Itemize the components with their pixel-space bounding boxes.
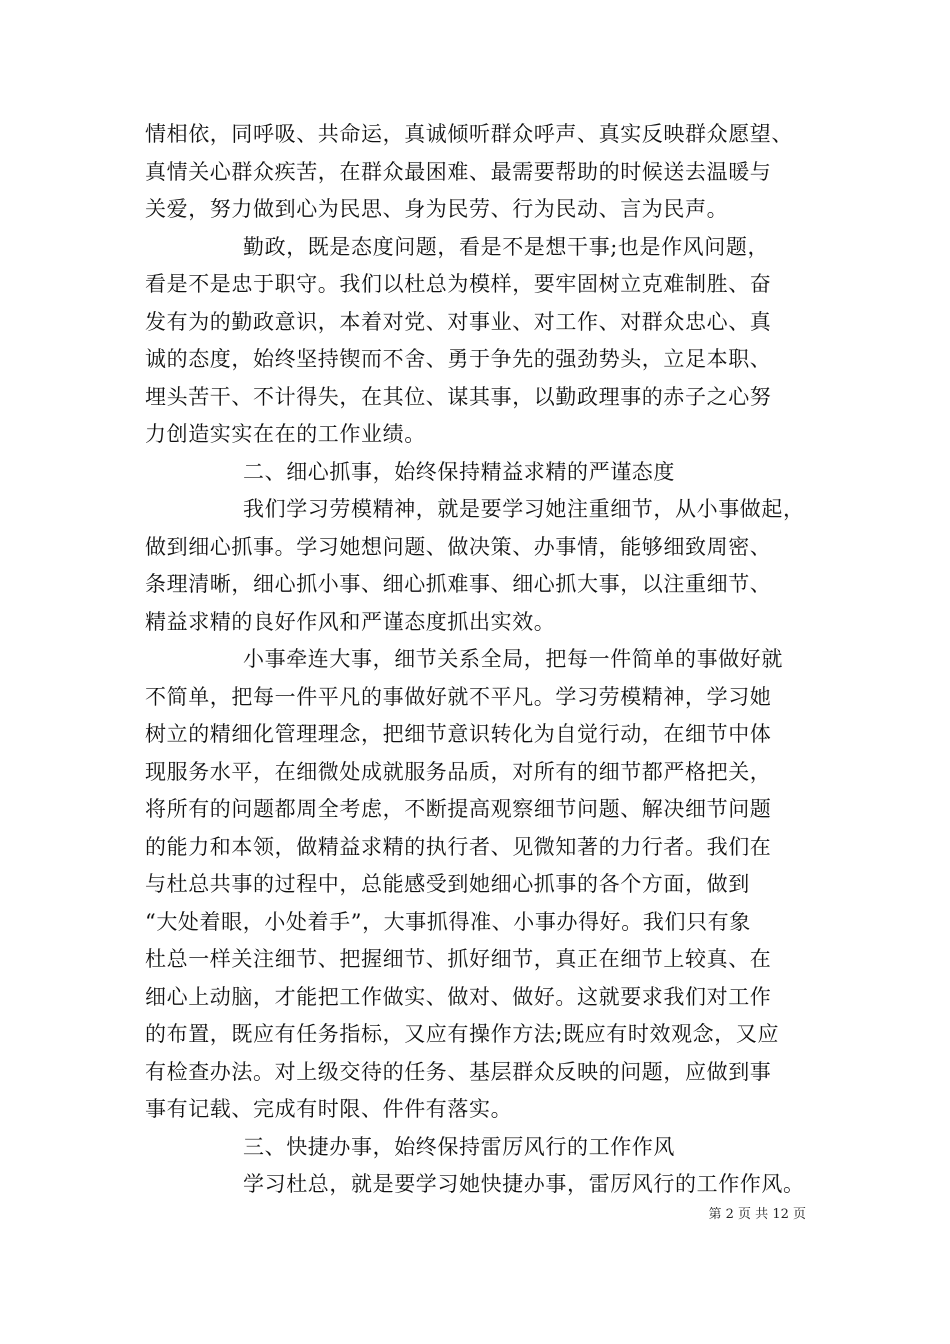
text-line: 现服务水平，在细微处成就服务品质，对所有的细节都严格把关，: [145, 759, 772, 784]
text-line: 条理清晰，细心抓小事、细心抓难事、细心抓大事，以注重细节、: [145, 572, 772, 596]
text-line: 关爱，努力做到心为民思、身为民劳、行为民动、言为民声。: [145, 197, 729, 221]
text-line: “大处着眼，小处着手”，大事抓得准、小事办得好。我们只有象: [145, 909, 751, 934]
text-line: 做到细心抓事。学习她想问题、做决策、办事情，能够细致周密、: [145, 534, 772, 559]
section-heading: [145, 454, 833, 492]
text-line: 埋头苦干、不计得失，在其位、谋其事，以勤政理事的赤子之心努: [145, 384, 772, 409]
text-line: 情相依，同呼吸、共命运，真诚倾听群众呼声、真实反映群众愿望、: [145, 122, 793, 146]
paragraph: [145, 1166, 833, 1204]
text-line: 诚的态度，始终坚持锲而不舍、勇于争先的强劲势头，立足本职、: [145, 347, 772, 371]
text-line: 学习杜总，就是要学习她快捷办事，雷厉风行的工作作风。: [243, 1172, 805, 1196]
text-line: 勤政，既是态度问题，看是不是想干事;也是作风问题，: [243, 234, 770, 259]
section-heading: [145, 1129, 833, 1167]
section-heading-text: 三、快捷办事，始终保持雷厉风行的工作作风: [243, 1134, 675, 1159]
text-line: 事有记载、完成有时限、件件有落实。: [145, 1097, 513, 1121]
paragraph: [145, 641, 833, 1129]
text-line: 杜总一样关注细节、把握细节、抓好细节，真正在细节上较真、在: [145, 947, 772, 971]
text-line: 看是不是忠于职守。我们以杜总为模样，要牢固树立克难制胜、奋: [145, 272, 772, 296]
text-line: 细心上动脑，才能把工作做实、做对、做好。这就要求我们对工作: [145, 984, 772, 1009]
paragraph: [145, 116, 833, 229]
text-line: 将所有的问题都周全考虑，不断提高观察细节问题、解决细节问题: [145, 797, 772, 821]
text-line: 树立的精细化管理理念，把细节意识转化为自觉行动，在细节中体: [145, 722, 772, 746]
text-line: 不简单，把每一件平凡的事做好就不平凡。学习劳模精神，学习她: [145, 684, 772, 709]
section-heading-text: 二、细心抓事，始终保持精益求精的严谨态度: [243, 459, 675, 484]
text-line: 的布置，既应有任务指标，又应有操作方法;既应有时效观念，又应: [145, 1022, 780, 1046]
text-line: 小事牵连大事，细节关系全局，把每一件简单的事做好就: [243, 647, 783, 671]
text-line: 与杜总共事的过程中，总能感受到她细心抓事的各个方面，做到: [145, 872, 750, 896]
text-line: 的能力和本领，做精益求精的执行者、见微知著的力行者。我们在: [145, 834, 772, 859]
text-line: 力创造实实在在的工作业绩。: [145, 422, 426, 446]
text-line: 真情关心群众疾苦，在群众最困难、最需要帮助的时候送去温暖与: [145, 159, 772, 184]
page-number-footer: 第 2 页 共 12 页: [708, 1207, 806, 1222]
paragraph: [145, 491, 833, 641]
paragraph: [145, 229, 833, 454]
document-body: [145, 116, 833, 1204]
text-line: 有检查办法。对上级交待的任务、基层群众反映的问题，应做到事: [145, 1059, 772, 1084]
text-line: 我们学习劳模精神，就是要学习她注重细节，从小事做起，: [243, 497, 805, 521]
text-line: 精益求精的良好作风和严谨态度抓出实效。: [145, 609, 556, 634]
text-line: 发有为的勤政意识，本着对党、对事业、对工作、对群众忠心、真: [145, 309, 772, 334]
